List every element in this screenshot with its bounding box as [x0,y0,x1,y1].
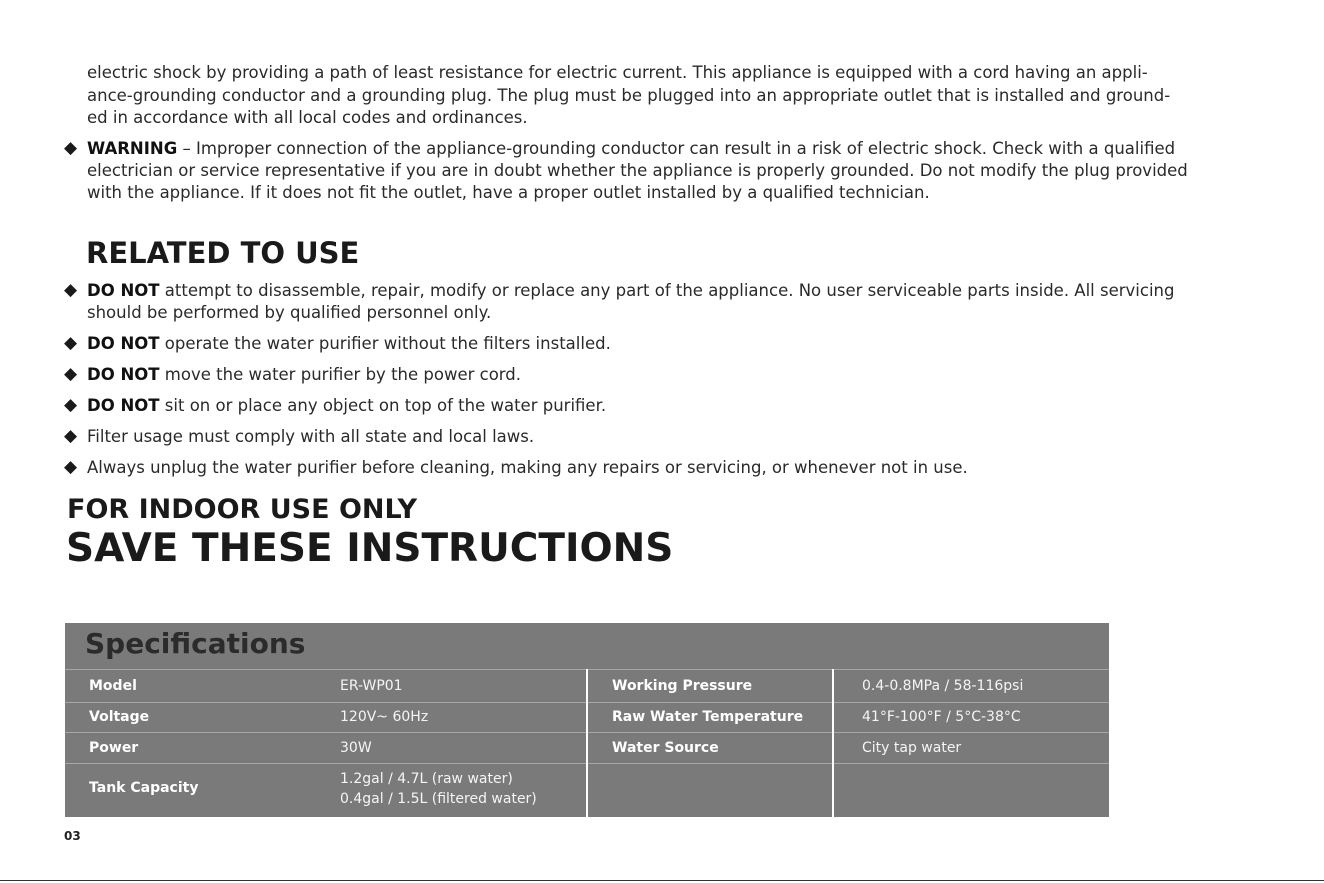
use-item-3 [87,364,521,387]
use-item-2 [87,333,611,356]
specifications-table [65,623,1109,817]
spec-value: 1.2gal / 4.7L (raw water) [340,771,513,787]
bullet-diamond-icon: ◆ [64,280,78,300]
bullet-diamond-icon: ◆ [64,333,78,353]
intro-line-3: ed in accordance with all local codes and ordinances. [87,108,528,127]
spec-key: Voltage [89,709,150,725]
bullet-diamond-icon: ◆ [64,457,78,477]
column-divider [586,669,588,817]
specifications-title: Specifications [85,627,306,660]
intro-line-2: ance-grounding conductor and a grounding plug. The plug must be plugged into an appropriate outlet that is installed and ground- [87,86,1171,105]
warning-label: WARNING [87,139,178,158]
use-item-4 [87,395,606,418]
spec-value: 0.4gal / 1.5L (filtered water) [340,791,537,807]
use-item-5: Filter usage must comply with all state and local laws. [87,427,535,446]
spec-value: 120V~ 60Hz [340,709,429,725]
spec-value: ER-WP01 [340,678,403,694]
spec-value: 30W [340,740,372,756]
spec-key: Working Pressure [612,678,753,694]
bullet-diamond-icon: ◆ [64,138,78,158]
use-item-1 [87,280,1174,303]
warning-line-2: electrician or service representative if you are in doubt whether the appliance is properly grounded. Do not modify the plug provided [87,161,1188,180]
spec-key: Raw Water Temperature [612,709,804,725]
use-item-1-cont: should be performed by qualified personnel only. [87,303,492,322]
spec-key: Tank Capacity [89,780,199,796]
bottom-divider [0,880,1324,881]
do-not-label: DO NOT [87,365,160,384]
bullet-diamond-icon: ◆ [64,426,78,446]
spec-key: Water Source [612,740,719,756]
spec-value: City tap water [862,740,962,756]
warning-line-1 [87,138,1175,161]
do-not-label: DO NOT [87,396,160,415]
save-instructions-heading: SAVE THESE INSTRUCTIONS [66,526,674,571]
bullet-diamond-icon: ◆ [64,364,78,384]
use-item-text: sit on or place any object on top of the water purifier. [159,396,607,415]
related-to-use-heading: RELATED TO USE [86,236,360,270]
spec-value: 0.4-0.8MPa / 58-116psi [862,678,1024,694]
use-item-text: move the water purifier by the power cord. [159,365,522,384]
warning-line-3: with the appliance. If it does not fit the outlet, have a proper outlet installed by a qualified technician. [87,183,930,202]
warning-text-1: – Improper connection of the appliance-grounding conductor can result in a risk of electric shock. Check with a qualified [177,139,1176,158]
spec-key: Model [89,678,137,694]
use-item-6: Always unplug the water purifier before cleaning, making any repairs or servicing, or whenever not in use. [87,458,968,477]
spec-key: Power [89,740,139,756]
column-divider [832,669,834,817]
indoor-use-heading: FOR INDOOR USE ONLY [67,494,418,525]
page-number: 03 [64,829,81,843]
do-not-label: DO NOT [87,334,160,353]
spec-value: 41°F-100°F / 5°C-38°C [862,709,1021,725]
bullet-diamond-icon: ◆ [64,395,78,415]
use-item-text: attempt to disassemble, repair, modify or replace any part of the appliance. No user serviceable parts inside. All servicing [159,281,1175,300]
do-not-label: DO NOT [87,281,160,300]
use-item-text: operate the water purifier without the filters installed. [159,334,611,353]
intro-line-1: electric shock by providing a path of least resistance for electric current. This appliance is equipped with a cord having an appli- [87,63,1148,82]
